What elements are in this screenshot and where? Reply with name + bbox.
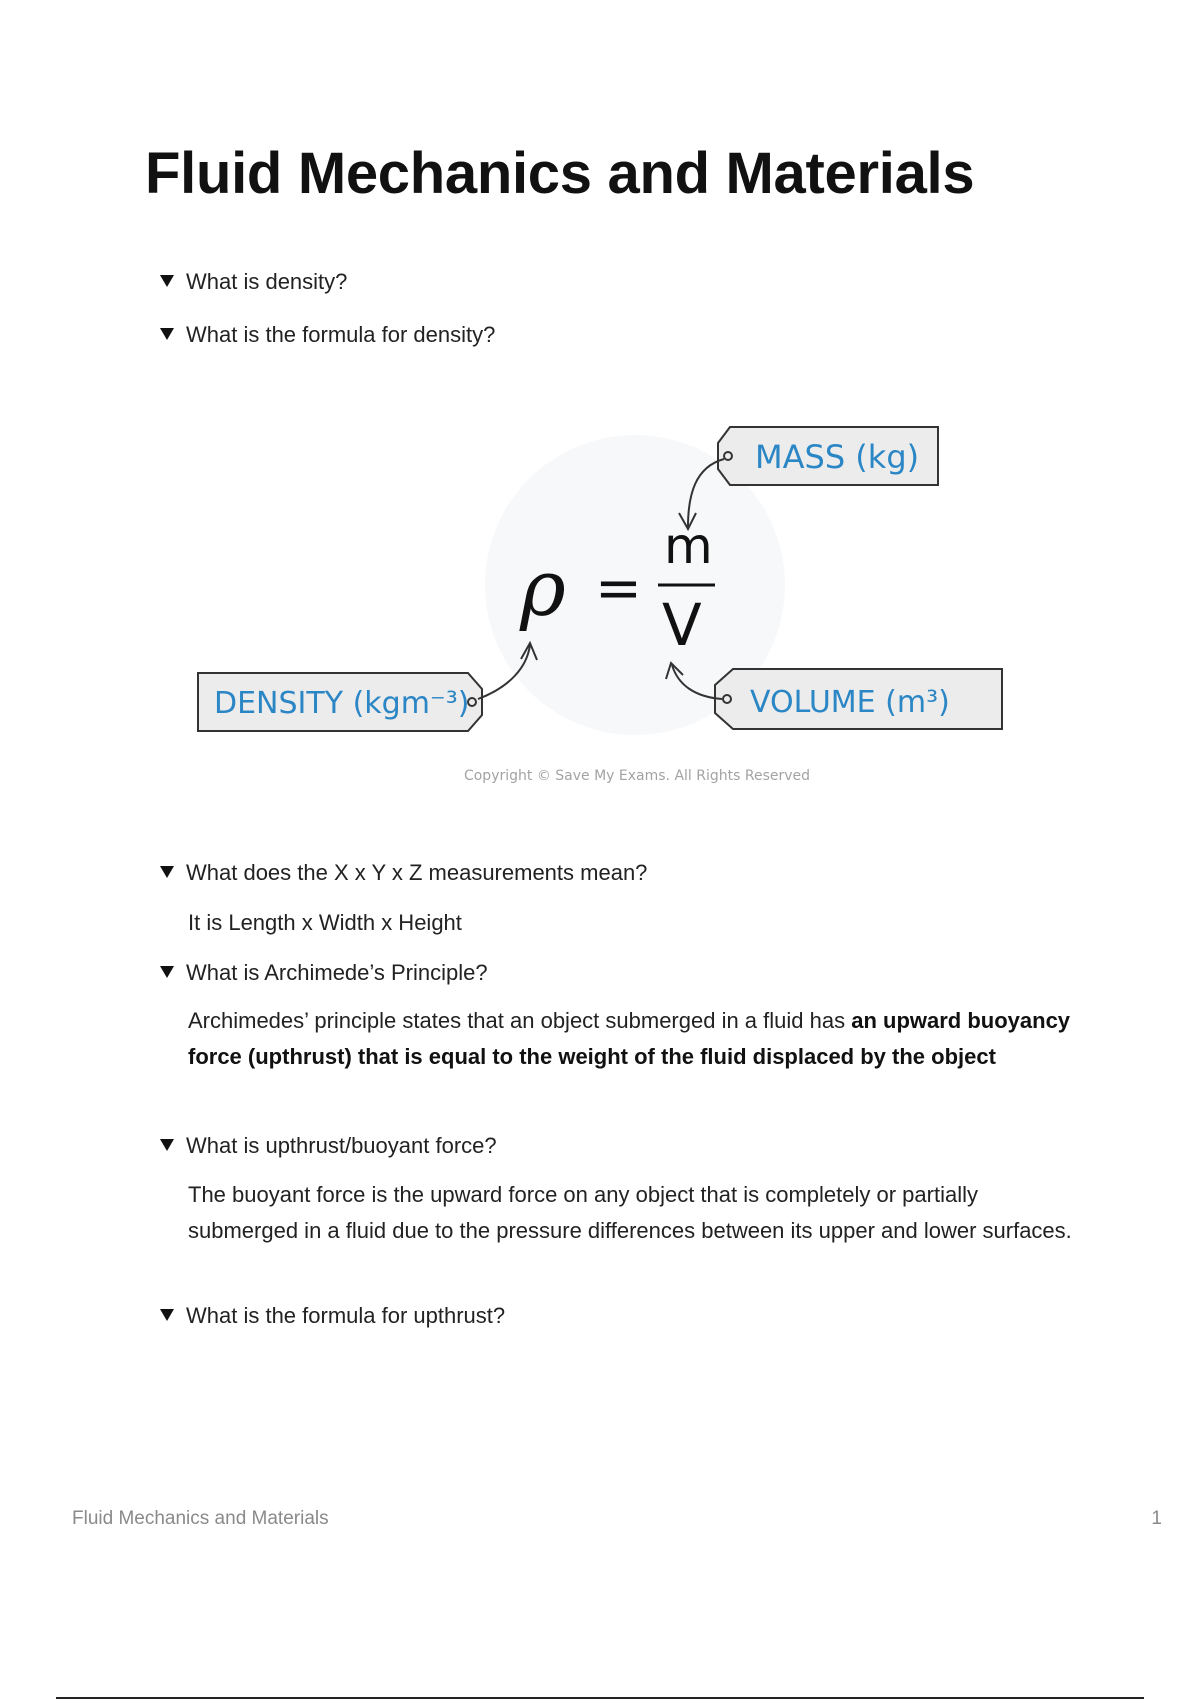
density-formula-diagram [190,415,1020,795]
numerator-m: m [664,517,713,575]
triangle-down-icon[interactable] [160,866,174,878]
answer-text: Archimedes’ principle states that an object submerged in a fluid has [188,1008,852,1033]
toggle-xyz-measurements[interactable] [160,859,1080,887]
page-number: 1 [1151,1508,1162,1529]
triangle-down-icon[interactable] [160,1309,174,1321]
toggle-density[interactable] [160,268,1080,296]
density-label: DENSITY (kgm⁻³) [214,686,470,721]
toggle-question: What is the formula for upthrust? [186,1303,506,1328]
toggle-density-formula[interactable] [160,321,1080,349]
toggle-question: What is density? [186,269,348,294]
triangle-down-icon[interactable] [160,275,174,287]
equals-sign: = [595,556,642,621]
toggle-answer: It is Length x Width x Height [188,910,462,935]
volume-label: VOLUME (m³) [750,685,950,720]
mass-label: MASS (kg) [755,438,920,476]
page-title: Fluid Mechanics and Materials [145,141,975,206]
triangle-down-icon[interactable] [160,966,174,978]
toggle-archimedes-principle[interactable] [160,959,1080,987]
rho-symbol: ρ [520,544,566,634]
footer-title: Fluid Mechanics and Materials [72,1508,329,1529]
toggle-upthrust-formula[interactable] [160,1302,1080,1330]
answer-bold-text: an upward buoyancy force (upthrust) that is equal to the weight of the fluid displaced by the object [188,1008,1071,1069]
toggle-answer [188,1003,1088,1075]
toggle-question: What is the formula for density? [186,322,496,347]
toggle-question: What is upthrust/buoyant force? [186,1133,497,1158]
triangle-down-icon[interactable] [160,328,174,340]
toggle-upthrust-definition[interactable] [160,1132,1080,1160]
toggle-question: What does the X x Y x Z measurements mean? [186,860,648,885]
copyright-notice: Copyright © Save My Exams. All Rights Reserved [463,768,811,784]
toggle-answer: The buoyant force is the upward force on any object that is completely or partially submerged in a fluid due to the pressure differences between its upper and lower surfaces. [188,1182,1072,1243]
bottom-divider [56,1697,1144,1699]
toggle-question: What is Archimede’s Principle? [186,960,488,985]
triangle-down-icon[interactable] [160,1139,174,1151]
denominator-v: V [662,591,702,659]
